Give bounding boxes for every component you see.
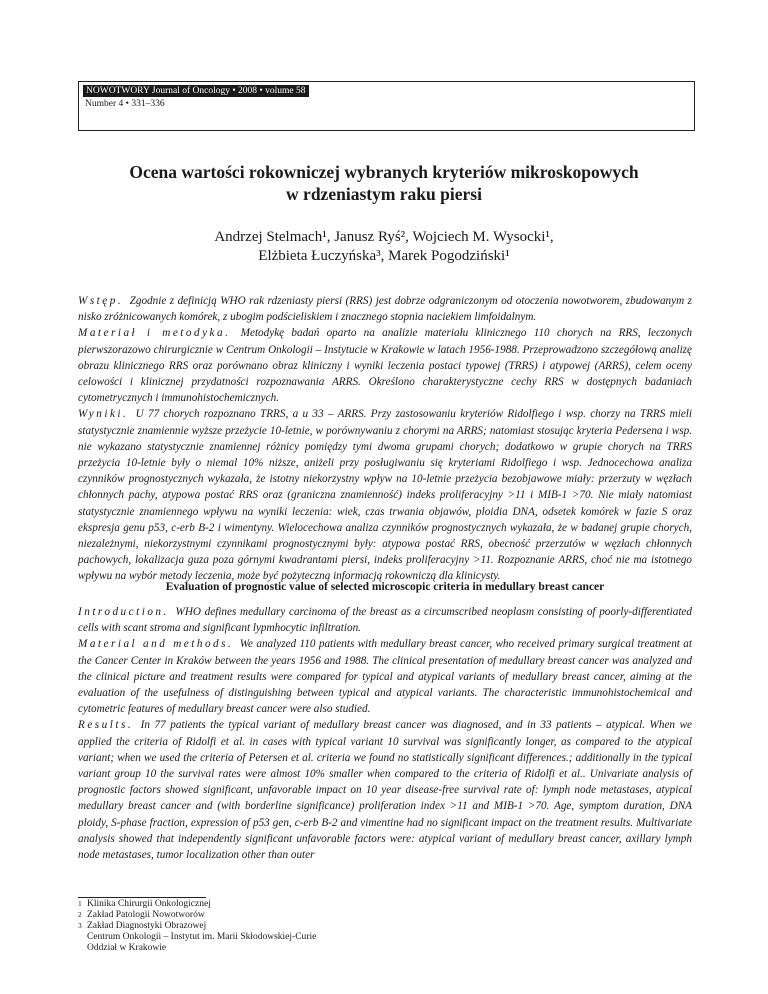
- footnote-item: [78, 921, 316, 932]
- journal-name: NOWOTWORY Journal of Oncology • 2008 • volume 58: [83, 85, 309, 97]
- section-text: U 77 chorych rozpoznano TRRS, a u 33 – ARRS. Przy zastosowaniu kryteriów Ridolfiego i wsp. chorzy na TRRS mieli statystycznie znamiennie wyższe przeżycie 10-letnie, w porównywaniu z chorymi na ARRS; natomiast stosując kryteria Pedersena i wsp. nie wykazano statystycznie znamiennej różnicy pomiędzy tymi dwoma grupami chorych; dodatkowo w grupie chorych na TRRS przeżycia 10-letnie były o niemal 10% niższe, aniżeli przy posługiwaniu się kryteriami Ridolfiego i wsp. Jednocechowa analiza czynników prognostycznych wykazała, że istotny niekorzystny wpływ na 10-letnie przeżycia bezobjawowe miały: przerzuty w węzłach chłonnych pachy, atypowa postać RRS oraz (graniczna znamienność) indeks proliferacyjny >11 i MIB-1 >70. Nie miały natomiast statystycznie znamiennego wpływu na wyniki leczenia: wiek, czas trwania objawów, ploidia DNA, odsetek komórek w fazie S oraz ekspresja genu p53, c-erb B-2 i wimentyny. Wielocechowa analiza czynników prognostycznych wykazała, że w badanej grupie chorych, niezależnymi, niekorzystnymi czynnikami prognostycznymi były: atypowa postać RRS, obecność przerzutów w węzłach chłonnych pachowych, lokalizacja guza poza górnymi kwadrantami piersi, indeks proliferacyjny >11. Rozpoznanie ARRS, choć nie ma istotnego wpływu na wybór metody leczenia, może być pożyteczną informacją rokowniczą dla klinicysty.: [78, 408, 693, 583]
- footnote-item: [78, 899, 316, 910]
- footnote-number: 2: [78, 910, 82, 919]
- authors-line-2: Elżbieta Łuczyńska³, Marek Pogodziński¹: [258, 248, 510, 264]
- authors-line-1: Andrzej Stelmach¹, Janusz Ryś², Wojciech M. Wysocki¹,: [214, 229, 554, 245]
- title-line-1: Ocena wartości rokowniczej wybranych kryteriów mikroskopowych: [129, 162, 639, 182]
- section-label: Material and methods.: [78, 638, 234, 651]
- section-label: Wstęp.: [78, 295, 124, 307]
- footnote-branch: Oddział w Krakowie: [87, 943, 167, 953]
- abstract-pl-intro: [78, 293, 692, 325]
- article-title: [0, 161, 768, 205]
- section-label: Materiał i metodyka.: [78, 327, 231, 340]
- affiliation-footnotes: [78, 899, 316, 954]
- section-text: Metodykę badań oparto na analizie materiału klinicznego 110 chorych na RRS, leczonych pierwszorazowo chirurgicznie w Centrum Onkologii – Instytucie w Krakowie w latach 1956-1988. Przeprowadzono szczegółową analizę obrazu klinicznego RRS oraz porównano obraz kliniczny i wyniki leczenia postaci typowej (TRRS) i atypowej (ARRS), celem oceny celowości i klinicznej przydatności rozpoznawania ARRS. Określono charakterystyczne cechy RRS w dostępnych badaniach cytometrycznych i immunohistochemicznych.: [78, 327, 693, 405]
- author-list: [0, 228, 768, 266]
- section-text: WHO defines medullary carcinoma of the breast as a circumscribed neoplasm consisting of poorly-differentiated cells with scant stroma and significant lypmhocytic infiltration.: [78, 606, 692, 635]
- footnote-text: Klinika Chirurgii Onkologicznej: [87, 899, 211, 909]
- footnote-item: [78, 910, 316, 921]
- issue-info: Number 4 • 331–336: [85, 99, 165, 109]
- title-line-2: w rdzeniastym raku piersi: [286, 184, 482, 204]
- abstract-en-results: [78, 717, 692, 863]
- footnote-number: 1: [78, 899, 82, 908]
- section-label: Results.: [78, 719, 134, 732]
- section-label: Wyniki.: [78, 408, 129, 421]
- footnote-text: Zakład Patologii Nowotworów: [87, 910, 205, 920]
- abstract-en-methods: [78, 636, 692, 717]
- section-text: In 77 patients the typical variant of medullary breast cancer was diagnosed, and in 33 patients – atypical. When we applied the criteria of Ridolfi et al. in cases with typical variant 10 survival was significantly longer, as compared to the atypical variant; when we used the criteria of Petersen et al. criteria we found no statistically significant differences.; additionally in the typical variant group 10 the survival rates were almost 10% smaller when compared to the criteria of Ridolfi et al.. Univariate analysis of prognostic factors showed significant, unfavorable impact on 10 year disease-free survival rate of: lymph node metastases, atypical medullary breast cancer and (with borderline significance) proliferation index >11 and MIB-1 >70. Age, symptom duration, DNA ploidy, S-phase fraction, expression of p53 gen, c-erb B-2 and vimentine had no significant impact on the treatment results. Multivariate analysis showed that independently significant unfavorable factors were: atypical variant of medullary breast cancer, axillary lymph node metastases, tumor localization other than outer: [78, 719, 692, 862]
- section-text: Zgodnie z definicją WHO rak rdzeniasty piersi (RRS) jest dobrze odgraniczonym od otoczenia nowotworem, zbudowanym z nisko zróżnicowanych komórek, z ubogim podścieliskiem i znacznego stopnia naciekiem limfoidalnym.: [78, 295, 693, 324]
- footnote-text: Zakład Diagnostyki Obrazowej: [87, 921, 207, 931]
- abstract-en-intro: [78, 604, 692, 636]
- section-label: Introduction.: [78, 606, 169, 618]
- footnote-number: 3: [78, 921, 82, 930]
- english-title: Evaluation of prognostic value of selected microscopic criteria in medullary breast cancer: [165, 581, 605, 593]
- abstract-pl-results: [78, 406, 692, 584]
- abstract-polish: [78, 293, 692, 585]
- footnote-divider: [78, 897, 206, 898]
- journal-header-box: [78, 81, 695, 131]
- abstract-english: [78, 604, 692, 863]
- footnote-institution: Centrum Onkologii – Instytut im. Marii Skłodowskiej-Curie: [87, 932, 317, 942]
- abstract-pl-methods: [78, 325, 692, 406]
- section-text: We analyzed 110 patients with medullary breast cancer, who received primary surgical treatment at the Cancer Center in Kraków between the years 1956 and 1988. The clinical presentation of medullary breast cancer was analyzed and the clinical picture and treatment results were compared for typical and atypical variants of medullary breast cancer, aiming at the evaluation of the usefulness of distinguishing between typical and atypical variants. The characteristic immunohistochemical and cytometric features of medullary breast cancer were also studied.: [78, 638, 692, 716]
